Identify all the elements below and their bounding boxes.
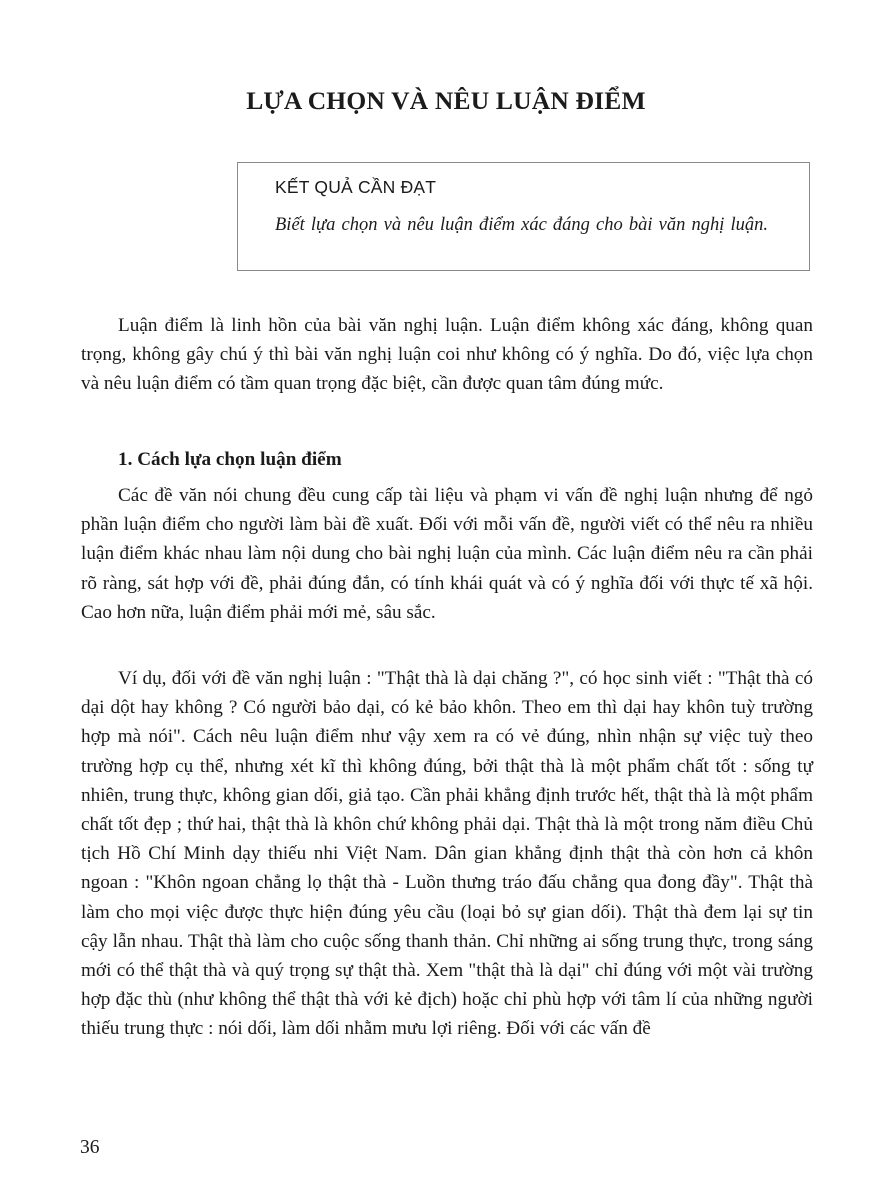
learning-goal-heading: KẾT QUẢ CẦN ĐẠT: [275, 177, 437, 197]
page-number: 36: [80, 1137, 100, 1158]
learning-goal-box: [237, 162, 810, 271]
section-paragraph-2: Ví dụ, đối với đề văn nghị luận : "Thật thà là dại chăng ?", có học sinh viết : "Thật thà có dại dột hay không ? Có người bảo dại, có kẻ bảo khôn. Theo em thì dại hay khôn tuỳ trường hợp mà nói". Cách nêu luận điểm như vậy xem ra có vẻ đúng, nhìn nhận sự việc tuỳ theo trường hợp cụ thể, nhưng xét kĩ thì không đúng, bởi thật thà là một phẩm chất tốt : sống tự nhiên, trung thực, không gian dối, giả tạo. Cần phải khẳng định trước hết, thật thà là một phẩm chất tốt đẹp ; thứ hai, thật thà là khôn chứ không phải dại. Thật thà là một trong năm điều Chủ tịch Hồ Chí Minh dạy thiếu nhi Việt Nam. Dân gian khẳng định thật thà còn hơn cả khôn ngoan : "Khôn ngoan chẳng lọ thật thà - Luồn thưng tráo đấu chẳng qua đong đầy". Thật thà làm cho mọi việc được thực hiện đúng yêu cầu (loại bỏ sự gian dối). Thật thà đem lại sự tin cậy lẫn nhau. Thật thà làm cho cuộc sống thanh thản. Chỉ những ai sống trung thực, trong sáng mới có thể thật thà và quý trọng sự thật thà. Xem "thật thà là dại" chỉ đúng với một vài trường hợp đặc thù (như không thể thật thà với kẻ địch) hoặc chỉ phù hợp với tâm lí của những người thiếu trung thực : nói dối, làm dối nhằm mưu lợi riêng. Đối với các vấn đề: [81, 668, 813, 1040]
learning-goal-text: Biết lựa chọn và nêu luận điểm xác đáng cho bài văn nghị luận.: [275, 215, 769, 235]
page-title: LỰA CHỌN VÀ NÊU LUẬN ĐIỂM: [246, 86, 646, 115]
intro-paragraph: Luận điểm là linh hồn của bài văn nghị luận. Luận điểm không xác đáng, không quan trọng, không gây chú ý thì bài văn nghị luận coi như không có ý nghĩa. Do đó, việc lựa chọn và nêu luận điểm có tầm quan trọng đặc biệt, cần được quan tâm đúng mức.: [81, 315, 813, 395]
section-heading: 1. Cách lựa chọn luận điểm: [118, 449, 342, 470]
section-paragraph-1: Các đề văn nói chung đều cung cấp tài liệu và phạm vi vấn đề nghị luận nhưng để ngỏ phần luận điểm cho người làm bài đề xuất. Đối với mỗi vấn đề, người viết có thể nêu ra nhiều luận điểm khác nhau làm nội dung cho bài nghị luận của mình. Các luận điểm nêu ra cần phải rõ ràng, sát hợp với đề, phải đúng đắn, có tính khái quát và có ý nghĩa đối với thực tế xã hội. Cao hơn nữa, luận điểm phải mới mẻ, sâu sắc.: [81, 485, 813, 623]
